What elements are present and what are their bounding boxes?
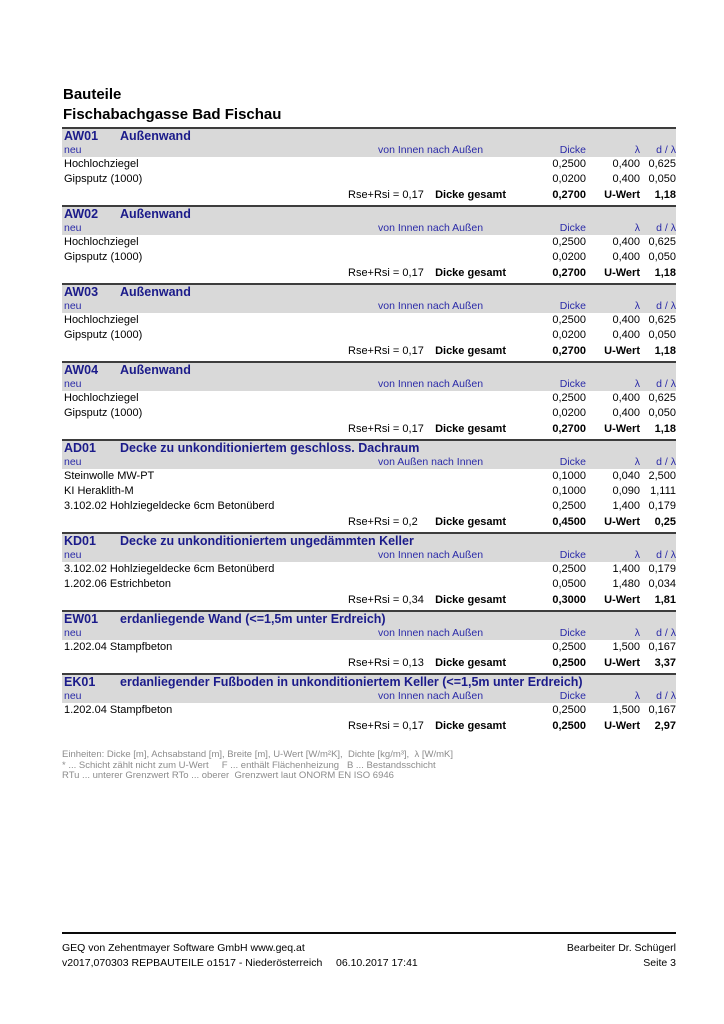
rse-rsi-label: Rse+Rsi = 0,17 (348, 345, 424, 357)
layer-lambda: 0,400 (612, 173, 640, 185)
layer-name: 3.102.02 Hohlziegeldecke 6cm Betonüberd (64, 500, 275, 512)
section-code: AW03 (64, 285, 99, 299)
component-section-ad01 (62, 439, 676, 532)
layer-d-lambda: 0,050 (648, 407, 676, 419)
dicke-gesamt-value: 0,2700 (552, 345, 586, 357)
component-section-aw02 (62, 205, 676, 283)
status-label: neu (64, 144, 82, 156)
footer-version: v2017,070303 REPBAUTEILE o1517 - Niederösterreich (62, 957, 323, 969)
column-header-d-lambda: d / λ (656, 222, 676, 234)
section-summary-row (62, 718, 676, 736)
layer-name: Gipsputz (1000) (64, 329, 143, 341)
direction-label: von Innen nach Außen (378, 549, 484, 561)
layer-name: Steinwolle MW-PT (64, 470, 155, 482)
layer-lambda: 1,400 (612, 500, 640, 512)
layer-lambda: 1,400 (612, 563, 640, 575)
layer-d-lambda: 0,034 (648, 578, 676, 590)
u-wert-label: U-Wert (604, 345, 640, 357)
layer-dicke: 0,0200 (552, 251, 586, 263)
page-footer (62, 932, 676, 971)
direction-label: von Innen nach Außen (378, 222, 484, 234)
summary-name-cell (62, 515, 506, 530)
component-section-ek01 (62, 673, 676, 736)
layer-lambda: 1,500 (612, 704, 640, 716)
section-subheader-row (62, 456, 676, 469)
column-header-d-lambda: d / λ (656, 300, 676, 312)
layer-dicke: 0,1000 (552, 485, 586, 497)
layer-dicke: 0,0500 (552, 578, 586, 590)
rse-rsi-label: Rse+Rsi = 0,17 (348, 189, 424, 201)
section-title-row (62, 534, 676, 549)
column-header-lambda: λ (634, 627, 640, 639)
section-title-row (62, 207, 676, 222)
section-summary-row (62, 187, 676, 205)
u-wert-value: 3,37 (654, 657, 676, 669)
direction-label: von Innen nach Außen (378, 300, 484, 312)
layer-row (62, 313, 676, 328)
column-header-lambda: λ (634, 378, 640, 390)
layer-row (62, 172, 676, 187)
status-label: neu (64, 378, 82, 390)
layer-dicke: 0,2500 (552, 500, 586, 512)
footnote-line: * ... Schicht zählt nicht zum U-Wert F ... enthält Flächenheizung B ... Bestandsschicht (62, 759, 436, 771)
section-title: erdanliegende Wand (<=1,5m unter Erdreich) (120, 612, 386, 626)
layer-name: Hochlochziegel (64, 158, 139, 170)
section-title: Decke zu unkonditioniertem geschloss. Dachraum (120, 441, 420, 455)
layer-name: 1.202.04 Stampfbeton (64, 704, 173, 716)
layer-lambda: 0,400 (612, 158, 640, 170)
section-code: EK01 (64, 675, 96, 689)
u-wert-label: U-Wert (604, 516, 640, 528)
layer-row (62, 469, 676, 484)
component-section-aw01 (62, 127, 676, 205)
layer-row (62, 250, 676, 265)
footer-datetime: 06.10.2017 17:41 (336, 957, 418, 969)
section-header (62, 532, 676, 562)
column-header-lambda: λ (634, 549, 640, 561)
layer-d-lambda: 0,167 (648, 704, 676, 716)
status-label: neu (64, 222, 82, 234)
layer-lambda: 0,400 (612, 407, 640, 419)
section-title-row (62, 441, 676, 456)
layer-name: 1.202.04 Stampfbeton (64, 641, 173, 653)
section-title: Außenwand (120, 285, 191, 299)
dicke-gesamt-label: Dicke gesamt (435, 720, 506, 732)
layer-name: Gipsputz (1000) (64, 251, 143, 263)
layer-d-lambda: 2,500 (648, 470, 676, 482)
u-wert-value: 0,25 (654, 516, 676, 528)
layer-row (62, 391, 676, 406)
dicke-gesamt-label: Dicke gesamt (435, 267, 506, 279)
section-code: AW01 (64, 129, 99, 143)
layer-name: Gipsputz (1000) (64, 407, 143, 419)
layer-lambda: 0,400 (612, 329, 640, 341)
column-header-d-lambda: d / λ (656, 627, 676, 639)
section-code: AW04 (64, 363, 99, 377)
layer-name: 3.102.02 Hohlziegeldecke 6cm Betonüberd (64, 563, 275, 575)
section-header (62, 439, 676, 469)
report-content (62, 86, 676, 782)
component-section-aw03 (62, 283, 676, 361)
column-header-dicke: Dicke (559, 549, 586, 561)
section-header (62, 127, 676, 157)
rse-rsi-label: Rse+Rsi = 0,17 (348, 423, 424, 435)
section-title: Außenwand (120, 363, 191, 377)
layer-row (62, 499, 676, 514)
section-code: KD01 (64, 534, 96, 548)
section-subheader-row (62, 378, 676, 391)
direction-label: von Innen nach Außen (378, 627, 484, 639)
section-code: AW02 (64, 207, 99, 221)
section-summary-row (62, 343, 676, 361)
project-title: Fischabachgasse Bad Fischau (63, 106, 282, 123)
section-title-row (62, 285, 676, 300)
section-title: erdanliegender Fußboden in unkonditioniertem Keller (<=1,5m unter Erdreich) (120, 675, 583, 689)
section-subheader-row (62, 222, 676, 235)
layer-d-lambda: 0,625 (648, 236, 676, 248)
layer-name: 1.202.06 Estrichbeton (64, 578, 172, 590)
column-header-d-lambda: d / λ (656, 549, 676, 561)
column-header-lambda: λ (634, 456, 640, 468)
u-wert-label: U-Wert (604, 657, 640, 669)
section-header (62, 205, 676, 235)
u-wert-value: 2,97 (654, 720, 676, 732)
footer-page-number: Seite 3 (643, 957, 676, 969)
layer-lambda: 0,400 (612, 251, 640, 263)
dicke-gesamt-value: 0,3000 (552, 594, 586, 606)
section-subheader-row (62, 144, 676, 157)
layer-lambda: 0,400 (612, 314, 640, 326)
rse-rsi-label: Rse+Rsi = 0,17 (348, 720, 424, 732)
u-wert-value: 1,18 (654, 189, 676, 201)
component-section-aw04 (62, 361, 676, 439)
layer-d-lambda: 0,167 (648, 641, 676, 653)
rse-rsi-label: Rse+Rsi = 0,2 (348, 516, 418, 528)
layer-name: Hochlochziegel (64, 392, 139, 404)
footnote-line: RTu ... unterer Grenzwert RTo ... oberer Grenzwert laut ONORM EN ISO 6946 (62, 770, 394, 781)
section-subheader-row (62, 300, 676, 313)
layer-d-lambda: 1,111 (650, 485, 676, 497)
u-wert-label: U-Wert (604, 594, 640, 606)
layer-dicke: 0,0200 (552, 329, 586, 341)
layer-d-lambda: 0,050 (648, 251, 676, 263)
footnotes (62, 750, 676, 782)
layer-row (62, 562, 676, 577)
column-header-d-lambda: d / λ (656, 378, 676, 390)
layer-dicke: 0,2500 (552, 563, 586, 575)
column-header-lambda: λ (634, 690, 640, 702)
layer-d-lambda: 0,179 (648, 500, 676, 512)
u-wert-value: 1,81 (654, 594, 676, 606)
footnote-line: Einheiten: Dicke [m], Achsabstand [m], Breite [m], U-Wert [W/m²K], Dichte [kg/m³], λ [W/mK] (62, 749, 453, 760)
direction-label: von Innen nach Außen (378, 690, 484, 702)
section-header (62, 361, 676, 391)
layer-d-lambda: 0,625 (648, 392, 676, 404)
column-header-dicke: Dicke (559, 222, 586, 234)
component-section-kd01 (62, 532, 676, 610)
column-header-d-lambda: d / λ (656, 456, 676, 468)
layer-d-lambda: 0,625 (648, 158, 676, 170)
layer-dicke: 0,0200 (552, 407, 586, 419)
layer-name: Hochlochziegel (64, 236, 139, 248)
section-subheader-row (62, 627, 676, 640)
section-title-row (62, 612, 676, 627)
u-wert-value: 1,18 (654, 345, 676, 357)
layer-d-lambda: 0,625 (648, 314, 676, 326)
dicke-gesamt-label: Dicke gesamt (435, 594, 506, 606)
footer-editor: Bearbeiter Dr. Schügerl (566, 942, 676, 954)
layer-row (62, 157, 676, 172)
section-title: Außenwand (120, 129, 191, 143)
layer-name: Gipsputz (1000) (64, 173, 143, 185)
layer-row (62, 328, 676, 343)
section-header (62, 673, 676, 703)
section-title-row (62, 675, 676, 690)
dicke-gesamt-value: 0,2700 (552, 189, 586, 201)
column-header-dicke: Dicke (559, 300, 586, 312)
column-header-lambda: λ (634, 222, 640, 234)
u-wert-value: 1,18 (654, 267, 676, 279)
layer-row (62, 577, 676, 592)
sections-container (62, 127, 676, 736)
layer-lambda: 1,480 (612, 578, 640, 590)
layer-row (62, 640, 676, 655)
layer-dicke: 0,2500 (552, 704, 586, 716)
layer-dicke: 0,2500 (552, 236, 586, 248)
rse-rsi-label: Rse+Rsi = 0,13 (348, 657, 424, 669)
section-code: AD01 (64, 441, 96, 455)
column-header-dicke: Dicke (559, 144, 586, 156)
column-header-dicke: Dicke (559, 378, 586, 390)
summary-name-cell (62, 188, 506, 203)
u-wert-label: U-Wert (604, 189, 640, 201)
column-header-dicke: Dicke (559, 456, 586, 468)
column-header-dicke: Dicke (559, 627, 586, 639)
layer-lambda: 1,500 (612, 641, 640, 653)
dicke-gesamt-label: Dicke gesamt (435, 345, 506, 357)
layer-d-lambda: 0,179 (648, 563, 676, 575)
column-header-lambda: λ (634, 144, 640, 156)
section-summary-row (62, 592, 676, 610)
dicke-gesamt-value: 0,2700 (552, 423, 586, 435)
page-title: Bauteile (63, 86, 122, 103)
section-subheader-row (62, 690, 676, 703)
layer-dicke: 0,2500 (552, 392, 586, 404)
layer-dicke: 0,2500 (552, 158, 586, 170)
direction-label: von Innen nach Außen (378, 144, 484, 156)
layer-d-lambda: 0,050 (648, 173, 676, 185)
section-summary-row (62, 514, 676, 532)
dicke-gesamt-value: 0,2500 (552, 720, 586, 732)
section-title: Decke zu unkonditioniertem ungedämmten Keller (120, 534, 414, 548)
layer-lambda: 0,090 (612, 485, 640, 497)
footer-row-1 (62, 941, 676, 956)
summary-name-cell (62, 593, 506, 608)
layer-dicke: 0,1000 (552, 470, 586, 482)
layer-row (62, 406, 676, 421)
section-header (62, 283, 676, 313)
section-title-row (62, 363, 676, 378)
layer-row (62, 484, 676, 499)
column-header-d-lambda: d / λ (656, 144, 676, 156)
layer-dicke: 0,0200 (552, 173, 586, 185)
section-summary-row (62, 421, 676, 439)
layer-dicke: 0,2500 (552, 314, 586, 326)
direction-label: von Außen nach Innen (378, 456, 484, 468)
section-code: EW01 (64, 612, 99, 626)
summary-name-cell (62, 266, 506, 281)
layer-lambda: 0,400 (612, 236, 640, 248)
status-label: neu (64, 456, 82, 468)
layer-name: KI Heraklith-M (64, 485, 134, 497)
section-summary-row (62, 265, 676, 283)
dicke-gesamt-label: Dicke gesamt (435, 516, 506, 528)
layer-lambda: 0,040 (612, 470, 640, 482)
status-label: neu (64, 690, 82, 702)
direction-label: von Innen nach Außen (378, 378, 484, 390)
dicke-gesamt-label: Dicke gesamt (435, 189, 506, 201)
u-wert-label: U-Wert (604, 423, 640, 435)
column-header-d-lambda: d / λ (656, 690, 676, 702)
footer-row-2 (62, 956, 676, 971)
rse-rsi-label: Rse+Rsi = 0,34 (348, 594, 424, 606)
dicke-gesamt-label: Dicke gesamt (435, 423, 506, 435)
component-section-ew01 (62, 610, 676, 673)
footer-divider (62, 932, 676, 934)
status-label: neu (64, 549, 82, 561)
u-wert-value: 1,18 (654, 423, 676, 435)
summary-name-cell (62, 656, 506, 671)
dicke-gesamt-value: 0,2500 (552, 657, 586, 669)
dicke-gesamt-value: 0,2700 (552, 267, 586, 279)
layer-name: Hochlochziegel (64, 314, 139, 326)
layer-lambda: 0,400 (612, 392, 640, 404)
dicke-gesamt-label: Dicke gesamt (435, 657, 506, 669)
u-wert-label: U-Wert (604, 267, 640, 279)
layer-d-lambda: 0,050 (648, 329, 676, 341)
section-summary-row (62, 655, 676, 673)
summary-name-cell (62, 344, 506, 359)
section-title: Außenwand (120, 207, 191, 221)
section-header (62, 610, 676, 640)
layer-dicke: 0,2500 (552, 641, 586, 653)
layer-row (62, 235, 676, 250)
status-label: neu (64, 300, 82, 312)
status-label: neu (64, 627, 82, 639)
section-subheader-row (62, 549, 676, 562)
column-header-dicke: Dicke (559, 690, 586, 702)
dicke-gesamt-value: 0,4500 (552, 516, 586, 528)
rse-rsi-label: Rse+Rsi = 0,17 (348, 267, 424, 279)
summary-name-cell (62, 422, 506, 437)
layer-row (62, 703, 676, 718)
column-header-lambda: λ (634, 300, 640, 312)
summary-name-cell (62, 719, 506, 734)
section-title-row (62, 129, 676, 144)
footer-company: GEQ von Zehentmayer Software GmbH www.geq.at (62, 942, 305, 954)
u-wert-label: U-Wert (604, 720, 640, 732)
